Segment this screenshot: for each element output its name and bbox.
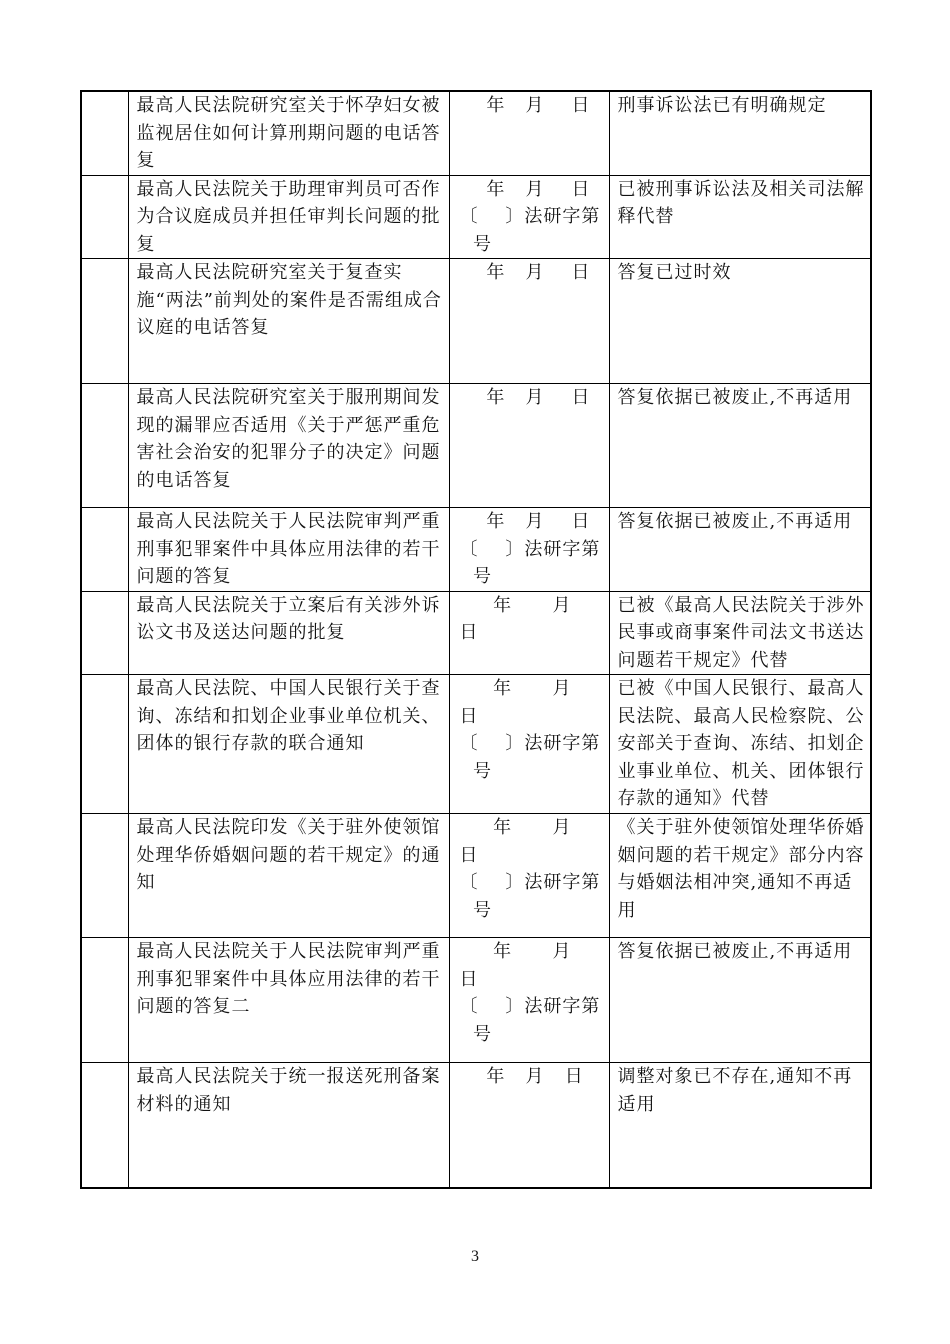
repeal-reason-cell: 调整对象已不存在,通知不再适用 — [609, 1063, 871, 1188]
date-line: 年 月 日 — [459, 262, 591, 283]
table-row — [81, 938, 871, 1063]
table-row — [81, 91, 871, 175]
date-line: 年 月 日 — [459, 511, 591, 532]
issue-date-cell — [449, 259, 609, 384]
date-line: 年 月 — [459, 594, 572, 616]
document-title-cell: 最高人民法院关于人民法院审判严重刑事犯罪案件中具体应用法律的若干问题的答复二 — [128, 938, 449, 1063]
date-line: 〔 〕法研字第 — [459, 733, 601, 754]
issue-date-cell — [449, 675, 609, 814]
date-line: 年 月 日 — [459, 178, 591, 200]
issue-date-cell — [449, 175, 609, 259]
date-line: 日 — [459, 622, 479, 643]
document-title-cell: 最高人民法院印发《关于驻外使领馆处理华侨婚姻问题的若干规定》的通知 — [128, 814, 449, 938]
document-title-cell: 最高人民法院关于立案后有关涉外诉讼文书及送达问题的批复 — [128, 591, 449, 675]
row-index-cell — [81, 175, 128, 259]
document-title-cell: 最高人民法院关于人民法院审判严重刑事犯罪案件中具体应用法律的若干问题的答复 — [128, 508, 449, 592]
repeal-reason-cell: 《关于驻外使领馆处理华侨婚姻问题的若干规定》部分内容与婚姻法相冲突,通知不再适用 — [609, 814, 871, 938]
repeal-reason-cell: 已被刑事诉讼法及相关司法解释代替 — [609, 175, 871, 259]
date-line: 日 — [459, 844, 479, 866]
table-row — [81, 1063, 871, 1188]
row-index-cell — [81, 814, 128, 938]
issue-date-cell — [449, 508, 609, 592]
date-line: 年 月 — [459, 817, 572, 838]
document-title-cell: 最高人民法院关于助理审判员可否作为合议庭成员并担任审判长问题的批复 — [128, 175, 449, 259]
row-index-cell — [81, 91, 128, 175]
document-table-body — [81, 91, 871, 1188]
document-title-cell: 最高人民法院研究室关于怀孕妇女被监视居住如何计算刑期问题的电话答复 — [128, 91, 449, 175]
issue-date-cell — [449, 814, 609, 938]
row-index-cell — [81, 591, 128, 675]
row-index-cell — [81, 384, 128, 508]
row-index-cell — [81, 1063, 128, 1188]
table-row — [81, 675, 871, 814]
document-table — [80, 90, 872, 1189]
date-line: 年 月 — [459, 678, 572, 699]
date-line: 日 — [459, 968, 479, 990]
issue-date-cell — [449, 384, 609, 508]
table-row — [81, 259, 871, 384]
date-line: 〔 〕法研字第 — [459, 538, 601, 560]
date-line: 号 — [459, 1023, 492, 1045]
issue-date-cell — [449, 591, 609, 675]
table-row — [81, 175, 871, 259]
repeal-reason-cell: 答复依据已被废止,不再适用 — [609, 938, 871, 1063]
table-row — [81, 814, 871, 938]
date-line: 〔 〕法研字第 — [459, 872, 601, 893]
row-index-cell — [81, 259, 128, 384]
repeal-reason-cell: 答复依据已被废止,不再适用 — [609, 384, 871, 508]
date-line: 号 — [459, 760, 492, 782]
date-line: 年 月 日 — [459, 95, 591, 116]
issue-date-cell — [449, 1063, 609, 1188]
table-row — [81, 384, 871, 508]
issue-date-cell — [449, 91, 609, 175]
document-title-cell: 最高人民法院研究室关于复查实施“两法”前判处的案件是否需组成合议庭的电话答复 — [128, 259, 449, 384]
table-row — [81, 591, 871, 675]
date-line: 年 月 日 — [459, 387, 591, 408]
repeal-reason-cell: 已被《中国人民银行、最高人民法院、最高人民检察院、公安部关于查询、冻结、扣划企业事业单位、机关、团体银行存款的通知》代替 — [609, 675, 871, 814]
table-row — [81, 508, 871, 592]
issue-date-cell — [449, 938, 609, 1063]
repeal-reason-cell: 答复已过时效 — [609, 259, 871, 384]
repeal-reason-cell: 已被《最高人民法院关于涉外民事或商事案件司法文书送达问题若干规定》代替 — [609, 591, 871, 675]
date-line: 号 — [459, 899, 492, 921]
date-line: 〔 〕法研字第 — [459, 206, 601, 227]
document-title-cell: 最高人民法院研究室关于服刑期间发现的漏罪应否适用《关于严惩严重危害社会治安的犯罪分子的决定》问题的电话答复 — [128, 384, 449, 508]
page-number: 3 — [471, 1248, 479, 1265]
date-line: 号 — [459, 233, 492, 255]
row-index-cell — [81, 938, 128, 1063]
row-index-cell — [81, 675, 128, 814]
date-line: 日 — [459, 705, 479, 727]
document-title-cell: 最高人民法院、中国人民银行关于查询、冻结和扣划企业事业单位机关、团体的银行存款的联合通知 — [128, 675, 449, 814]
repeal-reason-cell: 刑事诉讼法已有明确规定 — [609, 91, 871, 175]
date-line: 年 月 日 — [459, 1066, 584, 1087]
date-line: 号 — [459, 566, 492, 587]
date-line: 〔 〕法研字第 — [459, 996, 601, 1017]
date-line: 年 月 — [459, 941, 572, 962]
document-title-cell: 最高人民法院关于统一报送死刑备案材料的通知 — [128, 1063, 449, 1188]
repeal-reason-cell: 答复依据已被废止,不再适用 — [609, 508, 871, 592]
row-index-cell — [81, 508, 128, 592]
